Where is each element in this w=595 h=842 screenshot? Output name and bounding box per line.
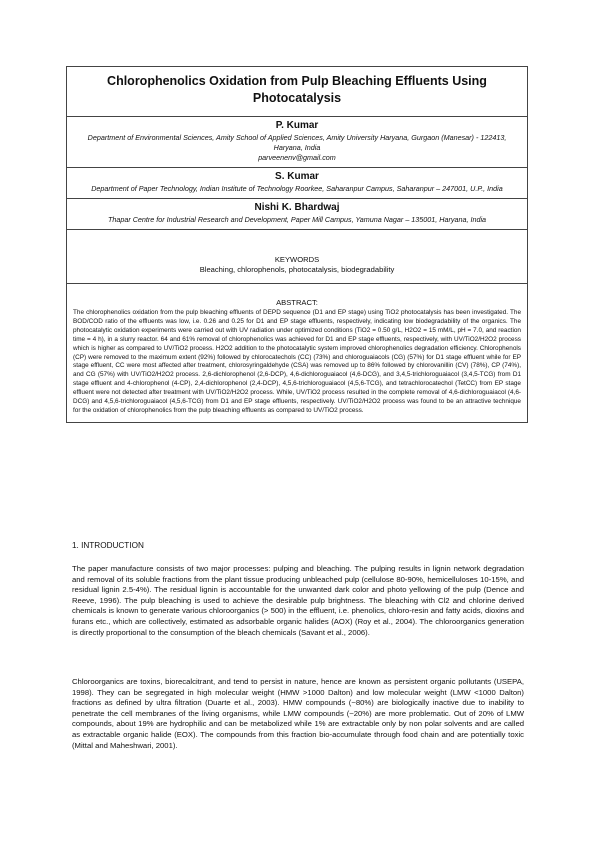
header-table [66, 66, 528, 423]
author-affiliation: Department of Environmental Sciences, Amity School of Applied Sciences, Amity University Haryana, Gurgaon (Manesar) - 122413, Haryana, India [87, 133, 507, 152]
author-cell-3 [67, 199, 527, 230]
paragraph: The paper manufacture consists of two major processes: pulping and bleaching. The pulping results in lignin network degradation and removal of its soluble fractions from the plant tissue producing unbleached pulp (cellulose 80-90%, hemicelluloses 10-15%, and residual lignin 2.5-4%). The residual lignin is accountable for the unwanted dark color and photo yellowing of the pulp (Dence and Reeve, 1996). The pulp bleaching is used to achieve the desirable pulp brightness. The bleaching with Cl2 and chlorine derived chemicals is known to generate various chloroorganics (> 500) in the effluent, i.e. phenolics, chloro-resin and fatty acids, dioxins and furans etc., which are collectively, estimated as adsorbable organic halides (AOX) (Roy et al., 2004). The chloroorganics generation is directly proportional to the consumption of the bleach chemicals (Savant et al., 2006). [72, 564, 524, 637]
author-affiliation: Department of Paper Technology, Indian Institute of Technology Roorkee, Saharanpur Campus, Saharanpur – 247001, U.P., India [91, 184, 503, 193]
author-cell-1 [67, 117, 527, 168]
abstract-cell [67, 284, 527, 422]
title-cell [67, 67, 527, 117]
author-name: P. Kumar [275, 120, 319, 131]
section-heading: 1. INTRODUCTION [72, 541, 144, 550]
author-name: Nishi K. Bhardwaj [254, 202, 340, 213]
author-affiliation: Thapar Centre for Industrial Research and Development, Paper Mill Campus, Yamuna Nagar – 135001, Haryana, India [107, 215, 487, 224]
author-name: S. Kumar [275, 171, 319, 182]
keywords-cell [67, 230, 527, 284]
keywords-heading: KEYWORDS [274, 255, 320, 264]
author-email: parveenenv@gmail.com [258, 153, 336, 162]
abstract-text: The chlorophenolics oxidation from the pulp bleaching effluents of DEPD sequence (D1 and EP stage) using TiO2 photocatalysis has been investigated. The BOD/COD ratio of the effluents was low, i.e. 0.26 and 0.25 for D1 and EP stage effluents, respectively, indicating low biodegradability of the organics. The photocatalytic oxidation experiments were carried out with UV radiation under optimized conditions (TiO2 = 0.50 g/L, H2O2 = 15 mM/L, pH = 7.0, and reaction time = 4 h), in a slurry reactor. 64 and 61% removal of chlorophenolics was achieved for D1 and EP stage effluents, respectively, with UV/TiO2/H2O2 process which is higher as compared to UV/TiO2 process. H2O2 addition to the photocatalytic system improved chlorophenolics degradation efficiency. Chlorophenols (CP) were removed to the maximum extent (92%) followed by chlorocatechols (CC) (73%) and chloroguaiacols (CG) (57%) for D1 stage effluent while for EP stage effluent, CC were most affected after treatment, chlorosyringaldehyde (CSA) was removed up to 86% followed by chlorovanillin (CV) (78%), CP (74%), and CG (57%) with UV/TiO2/H2O2 process. 2,6-dichlorophenol (2,6-DCP), 4,6-dichloroguaiacol (4,6-DCG), and 3,4,5-trichloroguaiacol (3,4,5-TCG) from D1 stage effluent and 4-chlorophenol (4-CP), 2,4-dichlorophenol (2,4-DCP), 4,5,6-trichloroguaiacol (4,5,6-TCG), and tetrachlorocatechol (TetCC) from EP stage effluent were not detected after treatment with UV/TiO2/H2O2 process. While, UV/TiO2 process resulted in the complete removal of 4,6-dichloroguaiacol (4,6-DCG) and 4,5,6-trichloroguaiacol (4,5,6-TCG) from D1 and EP stage effluents, respectively. UV/TiO2/H2O2 process was found to be an attractive technique for the oxidation of chlorophenolics from the pulp bleaching effluents as compared to UV/TiO2 process. [73, 309, 521, 414]
paragraph: Chloroorganics are toxins, biorecalcitrant, and tend to persist in nature, hence are known as persistent organic pollutants (USEPA, 1998). They can be segregated in high molecular weight (HMW >1000 Dalton) and low molecular weight (LMW <1000 Dalton) fractions as defined by ultra filtration (Duarte et al., 2003). HMW compounds (~80%) are biologically inactive due to inability to penetrate the cell membranes of the living organisms, while LMW compounds (~20%) are more problematic. Out of 20% of LMW compounds, about 19% are hydrophilic and can be metabolized while 1% are extractable only by non polar solvents and are called as extractable organic halide (EOX). The compounds from this fraction bio-accumulate through food chain and are potentially toxic (Mittal and Maheshwari, 2001). [72, 677, 524, 750]
abstract-heading: ABSTRACT: [276, 298, 318, 307]
paper-title: Chlorophenolics Oxidation from Pulp Bleaching Effluents Using Photocatalysis [107, 74, 487, 105]
author-cell-2 [67, 168, 527, 199]
keywords-text: Bleaching, chlorophenols, photocatalysis, biodegradability [199, 265, 395, 274]
